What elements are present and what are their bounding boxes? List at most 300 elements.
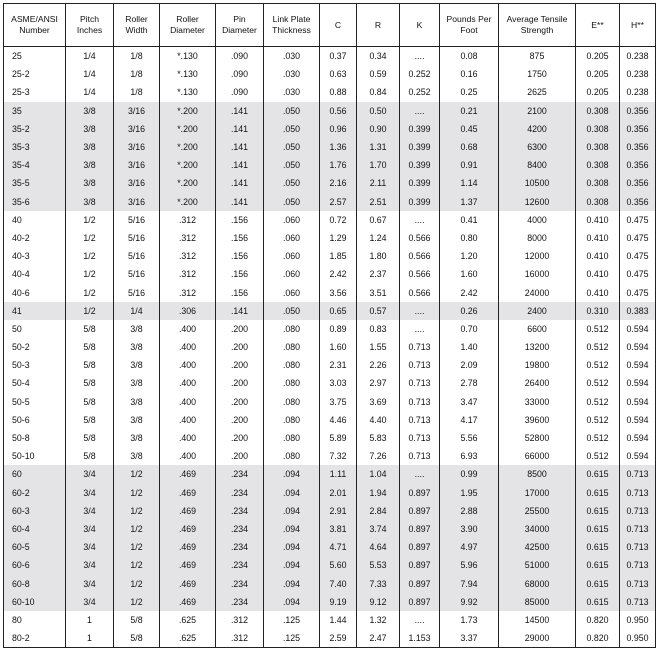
table-cell: 0.37 (320, 47, 357, 66)
table-cell: .156 (216, 229, 264, 247)
table-row (4, 102, 656, 120)
table-row (4, 629, 656, 648)
table-cell: 40 (4, 211, 66, 229)
table-cell: .200 (216, 393, 264, 411)
table-cell: 2.78 (440, 374, 499, 392)
table-cell: 2.16 (320, 174, 357, 192)
table-cell: .080 (264, 320, 320, 338)
table-cell: 9.12 (357, 593, 400, 611)
table-cell: 1.76 (320, 156, 357, 174)
table-cell: 5/8 (66, 356, 114, 374)
table-cell: .030 (264, 65, 320, 83)
table-cell: 0.512 (576, 447, 620, 465)
table-cell: .469 (160, 593, 216, 611)
table-cell: .094 (264, 502, 320, 520)
table-cell: 2.97 (357, 374, 400, 392)
table-cell: 39600 (499, 411, 576, 429)
table-cell: 1.37 (440, 193, 499, 211)
col-header-h: H** (620, 4, 656, 47)
table-cell: 19800 (499, 356, 576, 374)
table-cell: 68000 (499, 574, 576, 592)
table-cell: 2.91 (320, 502, 357, 520)
table-cell: *.200 (160, 156, 216, 174)
table-cell: 80-2 (4, 629, 66, 648)
table-cell: .234 (216, 484, 264, 502)
table-body (4, 47, 656, 648)
table-cell: 2.47 (357, 629, 400, 648)
table-cell: 2.84 (357, 502, 400, 520)
table-cell: 3.56 (320, 283, 357, 301)
table-cell: 2.59 (320, 629, 357, 648)
table-cell: 1.36 (320, 138, 357, 156)
table-cell: 0.713 (620, 502, 656, 520)
table-cell: 3/8 (114, 338, 160, 356)
table-cell: 6300 (499, 138, 576, 156)
table-cell: 0.99 (440, 465, 499, 483)
table-cell: 1.73 (440, 611, 499, 629)
table-cell: *.200 (160, 102, 216, 120)
table-cell: 0.950 (620, 629, 656, 648)
table-cell: 2625 (499, 83, 576, 101)
table-cell: 2.01 (320, 484, 357, 502)
table-cell: *.130 (160, 47, 216, 66)
table-cell: 4200 (499, 120, 576, 138)
table-cell: 6.93 (440, 447, 499, 465)
table-cell: 0.512 (576, 356, 620, 374)
table-cell: 5.53 (357, 556, 400, 574)
table-row (4, 83, 656, 101)
table-cell: 0.41 (440, 211, 499, 229)
table-cell: 0.356 (620, 174, 656, 192)
table-cell: .469 (160, 465, 216, 483)
table-row (4, 138, 656, 156)
table-row (4, 393, 656, 411)
table-row (4, 520, 656, 538)
table-cell: 1/8 (114, 83, 160, 101)
table-cell: 0.08 (440, 47, 499, 66)
col-header-pounds-per-foot: Pounds Per Foot (440, 4, 499, 47)
table-cell: 0.57 (357, 302, 400, 320)
table-cell: .... (400, 320, 440, 338)
table-cell: 4.64 (357, 538, 400, 556)
table-row (4, 65, 656, 83)
table-cell: 5/16 (114, 229, 160, 247)
table-row (4, 374, 656, 392)
table-cell: .400 (160, 411, 216, 429)
table-cell: .141 (216, 302, 264, 320)
table-cell: 4.97 (440, 538, 499, 556)
table-cell: 7.94 (440, 574, 499, 592)
table-cell: .050 (264, 102, 320, 120)
table-cell: 1/2 (114, 465, 160, 483)
table-cell: .469 (160, 556, 216, 574)
table-cell: 0.615 (576, 556, 620, 574)
table-cell: 5/16 (114, 211, 160, 229)
table-cell: .200 (216, 447, 264, 465)
table-cell: .090 (216, 47, 264, 66)
table-cell: 0.238 (620, 65, 656, 83)
table-cell: 0.68 (440, 138, 499, 156)
table-cell: 8000 (499, 229, 576, 247)
table-cell: .312 (160, 247, 216, 265)
table-cell: .050 (264, 174, 320, 192)
table-cell: 0.410 (576, 211, 620, 229)
table-cell: 1/2 (114, 538, 160, 556)
table-cell: 1.60 (440, 265, 499, 283)
table-cell: 0.615 (576, 574, 620, 592)
table-cell: 0.950 (620, 611, 656, 629)
table-cell: 0.205 (576, 65, 620, 83)
table-cell: 0.16 (440, 65, 499, 83)
table-cell: 29000 (499, 629, 576, 648)
table-cell: .469 (160, 538, 216, 556)
table-cell: 0.63 (320, 65, 357, 83)
table-row (4, 411, 656, 429)
table-cell: 5.56 (440, 429, 499, 447)
col-header-tensile-strength: Average Tensile Strength (499, 4, 576, 47)
table-cell: 3/8 (114, 429, 160, 447)
table-cell: 0.713 (620, 538, 656, 556)
table-cell: 0.615 (576, 465, 620, 483)
table-cell: 2.42 (320, 265, 357, 283)
table-row (4, 320, 656, 338)
table-cell: 0.26 (440, 302, 499, 320)
table-cell: .312 (216, 611, 264, 629)
table-cell: .200 (216, 338, 264, 356)
table-cell: 0.713 (400, 411, 440, 429)
table-cell: 35-6 (4, 193, 66, 211)
table-cell: 9.92 (440, 593, 499, 611)
table-cell: .200 (216, 320, 264, 338)
table-cell: 35-5 (4, 174, 66, 192)
table-cell: .141 (216, 138, 264, 156)
table-cell: 9.19 (320, 593, 357, 611)
table-cell: 2.51 (357, 193, 400, 211)
table-cell: 60-5 (4, 538, 66, 556)
table-cell: 1/2 (66, 229, 114, 247)
table-cell: .141 (216, 156, 264, 174)
table-cell: .094 (264, 593, 320, 611)
table-cell: 3/8 (66, 156, 114, 174)
table-cell: 0.820 (576, 611, 620, 629)
table-cell: 1.153 (400, 629, 440, 648)
table-cell: .156 (216, 265, 264, 283)
table-cell: 0.594 (620, 320, 656, 338)
table-cell: .234 (216, 574, 264, 592)
table-cell: 1/2 (114, 574, 160, 592)
table-cell: 16000 (499, 265, 576, 283)
table-cell: 24000 (499, 283, 576, 301)
table-cell: 1/4 (66, 83, 114, 101)
table-row (4, 265, 656, 283)
table-row (4, 229, 656, 247)
table-cell: .060 (264, 211, 320, 229)
table-cell: 5/16 (114, 283, 160, 301)
table-cell: .625 (160, 611, 216, 629)
table-cell: 5/16 (114, 265, 160, 283)
table-cell: 3/4 (66, 520, 114, 538)
table-cell: 0.399 (400, 156, 440, 174)
table-cell: .080 (264, 429, 320, 447)
table-cell: .060 (264, 283, 320, 301)
table-cell: 40-6 (4, 283, 66, 301)
table-cell: 3/4 (66, 556, 114, 574)
table-row (4, 338, 656, 356)
table-cell: 0.566 (400, 247, 440, 265)
table-cell: 35-2 (4, 120, 66, 138)
table-cell: 5/8 (66, 374, 114, 392)
table-cell: 0.713 (400, 356, 440, 374)
table-cell: .080 (264, 411, 320, 429)
table-row (4, 593, 656, 611)
table-cell: 5/8 (66, 320, 114, 338)
table-cell: 1/8 (114, 65, 160, 83)
table-cell: 1/2 (114, 502, 160, 520)
col-header-pin-diameter: Pin Diameter (216, 4, 264, 47)
table-cell: 1/2 (66, 302, 114, 320)
table-cell: 5/8 (114, 629, 160, 648)
table-cell: 0.594 (620, 447, 656, 465)
table-row (4, 302, 656, 320)
table-cell: 3/8 (66, 120, 114, 138)
table-cell: .625 (160, 629, 216, 648)
table-cell: 3/8 (114, 411, 160, 429)
table-cell: 0.475 (620, 265, 656, 283)
table-cell: 0.713 (620, 520, 656, 538)
table-cell: 50-5 (4, 393, 66, 411)
table-cell: 7.26 (357, 447, 400, 465)
table-cell: .080 (264, 374, 320, 392)
table-cell: .469 (160, 484, 216, 502)
table-cell: 0.713 (400, 447, 440, 465)
table-cell: 5/8 (66, 393, 114, 411)
table-cell: 6600 (499, 320, 576, 338)
table-cell: .400 (160, 356, 216, 374)
table-cell: 0.566 (400, 265, 440, 283)
table-row (4, 611, 656, 629)
table-cell: 0.383 (620, 302, 656, 320)
table-cell: 5/16 (114, 247, 160, 265)
table-cell: .234 (216, 520, 264, 538)
table-cell: 0.615 (576, 502, 620, 520)
table-cell: 0.310 (576, 302, 620, 320)
table-cell: 0.566 (400, 229, 440, 247)
table-cell: 0.88 (320, 83, 357, 101)
table-cell: 7.32 (320, 447, 357, 465)
col-header-c: C (320, 4, 357, 47)
table-cell: .... (400, 211, 440, 229)
table-cell: .094 (264, 574, 320, 592)
table-cell: 0.615 (576, 538, 620, 556)
table-cell: 40-4 (4, 265, 66, 283)
table-cell: 0.512 (576, 320, 620, 338)
table-cell: 1.44 (320, 611, 357, 629)
table-cell: 25 (4, 47, 66, 66)
table-cell: .080 (264, 393, 320, 411)
table-cell: .094 (264, 520, 320, 538)
table-cell: 5.83 (357, 429, 400, 447)
table-cell: .094 (264, 484, 320, 502)
table-cell: .400 (160, 429, 216, 447)
table-cell: 1.11 (320, 465, 357, 483)
table-cell: 41 (4, 302, 66, 320)
table-cell: *.200 (160, 174, 216, 192)
table-cell: 17000 (499, 484, 576, 502)
table-cell: *.200 (160, 120, 216, 138)
table-cell: 0.80 (440, 229, 499, 247)
table-cell: 0.713 (400, 429, 440, 447)
table-cell: 0.205 (576, 83, 620, 101)
table-cell: 50-10 (4, 447, 66, 465)
table-cell: *.130 (160, 83, 216, 101)
table-cell: .234 (216, 538, 264, 556)
table-cell: .400 (160, 374, 216, 392)
table-cell: 3/16 (114, 174, 160, 192)
table-cell: 0.84 (357, 83, 400, 101)
col-header-link-plate-thickness: Link Plate Thickness (264, 4, 320, 47)
table-cell: 0.410 (576, 283, 620, 301)
table-cell: 0.475 (620, 247, 656, 265)
table-cell: 0.897 (400, 556, 440, 574)
col-header-roller-diameter: Roller Diameter (160, 4, 216, 47)
table-cell: 12000 (499, 247, 576, 265)
table-cell: 0.238 (620, 47, 656, 66)
table-cell: 4.71 (320, 538, 357, 556)
table-cell: 0.399 (400, 120, 440, 138)
table-cell: 0.897 (400, 502, 440, 520)
table-cell: 0.399 (400, 193, 440, 211)
table-row (4, 538, 656, 556)
table-cell: 1/2 (66, 211, 114, 229)
table-cell: 3/4 (66, 484, 114, 502)
table-cell: 0.308 (576, 138, 620, 156)
table-cell: .312 (160, 229, 216, 247)
table-cell: 40-2 (4, 229, 66, 247)
table-cell: 12600 (499, 193, 576, 211)
table-cell: 0.21 (440, 102, 499, 120)
table-cell: 13200 (499, 338, 576, 356)
table-cell: .141 (216, 102, 264, 120)
table-cell: 1.29 (320, 229, 357, 247)
table-cell: .469 (160, 574, 216, 592)
table-cell: .312 (160, 211, 216, 229)
table-cell: 0.72 (320, 211, 357, 229)
header-row (4, 4, 656, 47)
table-cell: 1.85 (320, 247, 357, 265)
col-header-number: ASME/ANSI Number (4, 4, 66, 47)
table-cell: 0.410 (576, 247, 620, 265)
table-cell: .156 (216, 283, 264, 301)
table-cell: 3/8 (66, 193, 114, 211)
table-cell: 3/16 (114, 120, 160, 138)
table-row (4, 47, 656, 66)
table-cell: .200 (216, 374, 264, 392)
table-cell: 0.615 (576, 484, 620, 502)
table-cell: 4.40 (357, 411, 400, 429)
table-cell: 1/2 (114, 520, 160, 538)
col-header-k: K (400, 4, 440, 47)
table-cell: 0.399 (400, 174, 440, 192)
table-cell: 50-4 (4, 374, 66, 392)
table-cell: .094 (264, 465, 320, 483)
table-cell: 0.34 (357, 47, 400, 66)
table-cell: 33000 (499, 393, 576, 411)
table-cell: 3.74 (357, 520, 400, 538)
table-cell: 0.410 (576, 265, 620, 283)
table-cell: .234 (216, 556, 264, 574)
table-cell: .312 (160, 265, 216, 283)
table-cell: 3.90 (440, 520, 499, 538)
table-cell: 1/8 (114, 47, 160, 66)
table-cell: .030 (264, 83, 320, 101)
table-cell: 52800 (499, 429, 576, 447)
table-row (4, 465, 656, 483)
table-cell: .094 (264, 556, 320, 574)
table-cell: .050 (264, 120, 320, 138)
table-cell: 0.308 (576, 102, 620, 120)
table-row (4, 484, 656, 502)
table-cell: 0.512 (576, 411, 620, 429)
table-cell: 0.96 (320, 120, 357, 138)
table-cell: 1.60 (320, 338, 357, 356)
table-cell: .312 (216, 629, 264, 648)
table-cell: .050 (264, 302, 320, 320)
table-cell: .141 (216, 174, 264, 192)
table-cell: 0.594 (620, 393, 656, 411)
table-cell: 50-8 (4, 429, 66, 447)
table-cell: .200 (216, 356, 264, 374)
table-cell: 0.594 (620, 374, 656, 392)
table-cell: 4000 (499, 211, 576, 229)
chain-spec-table-container (3, 3, 655, 646)
table-cell: .... (400, 302, 440, 320)
table-cell: 0.615 (576, 593, 620, 611)
table-cell: .400 (160, 393, 216, 411)
table-cell: 0.820 (576, 629, 620, 648)
table-cell: .050 (264, 156, 320, 174)
table-cell: .469 (160, 520, 216, 538)
col-header-r: R (357, 4, 400, 47)
table-cell: 25-3 (4, 83, 66, 101)
table-row (4, 211, 656, 229)
table-cell: 3.75 (320, 393, 357, 411)
table-cell: 0.594 (620, 411, 656, 429)
table-cell: .306 (160, 302, 216, 320)
table-cell: 1.55 (357, 338, 400, 356)
table-cell: 0.67 (357, 211, 400, 229)
table-cell: 1.80 (357, 247, 400, 265)
table-cell: 0.56 (320, 102, 357, 120)
table-cell: .141 (216, 120, 264, 138)
table-cell: 14500 (499, 611, 576, 629)
table-cell: 0.308 (576, 120, 620, 138)
table-cell: 0.713 (620, 593, 656, 611)
table-cell: .080 (264, 447, 320, 465)
table-cell: 60-4 (4, 520, 66, 538)
table-cell: 3/8 (66, 174, 114, 192)
table-cell: 0.594 (620, 429, 656, 447)
table-cell: .030 (264, 47, 320, 66)
table-cell: 1/2 (66, 265, 114, 283)
table-row (4, 193, 656, 211)
table-cell: .156 (216, 247, 264, 265)
table-cell: 0.512 (576, 393, 620, 411)
table-cell: 1/2 (114, 484, 160, 502)
table-cell: .234 (216, 465, 264, 483)
table-cell: 0.713 (620, 556, 656, 574)
table-cell: 2.09 (440, 356, 499, 374)
table-cell: 10500 (499, 174, 576, 192)
